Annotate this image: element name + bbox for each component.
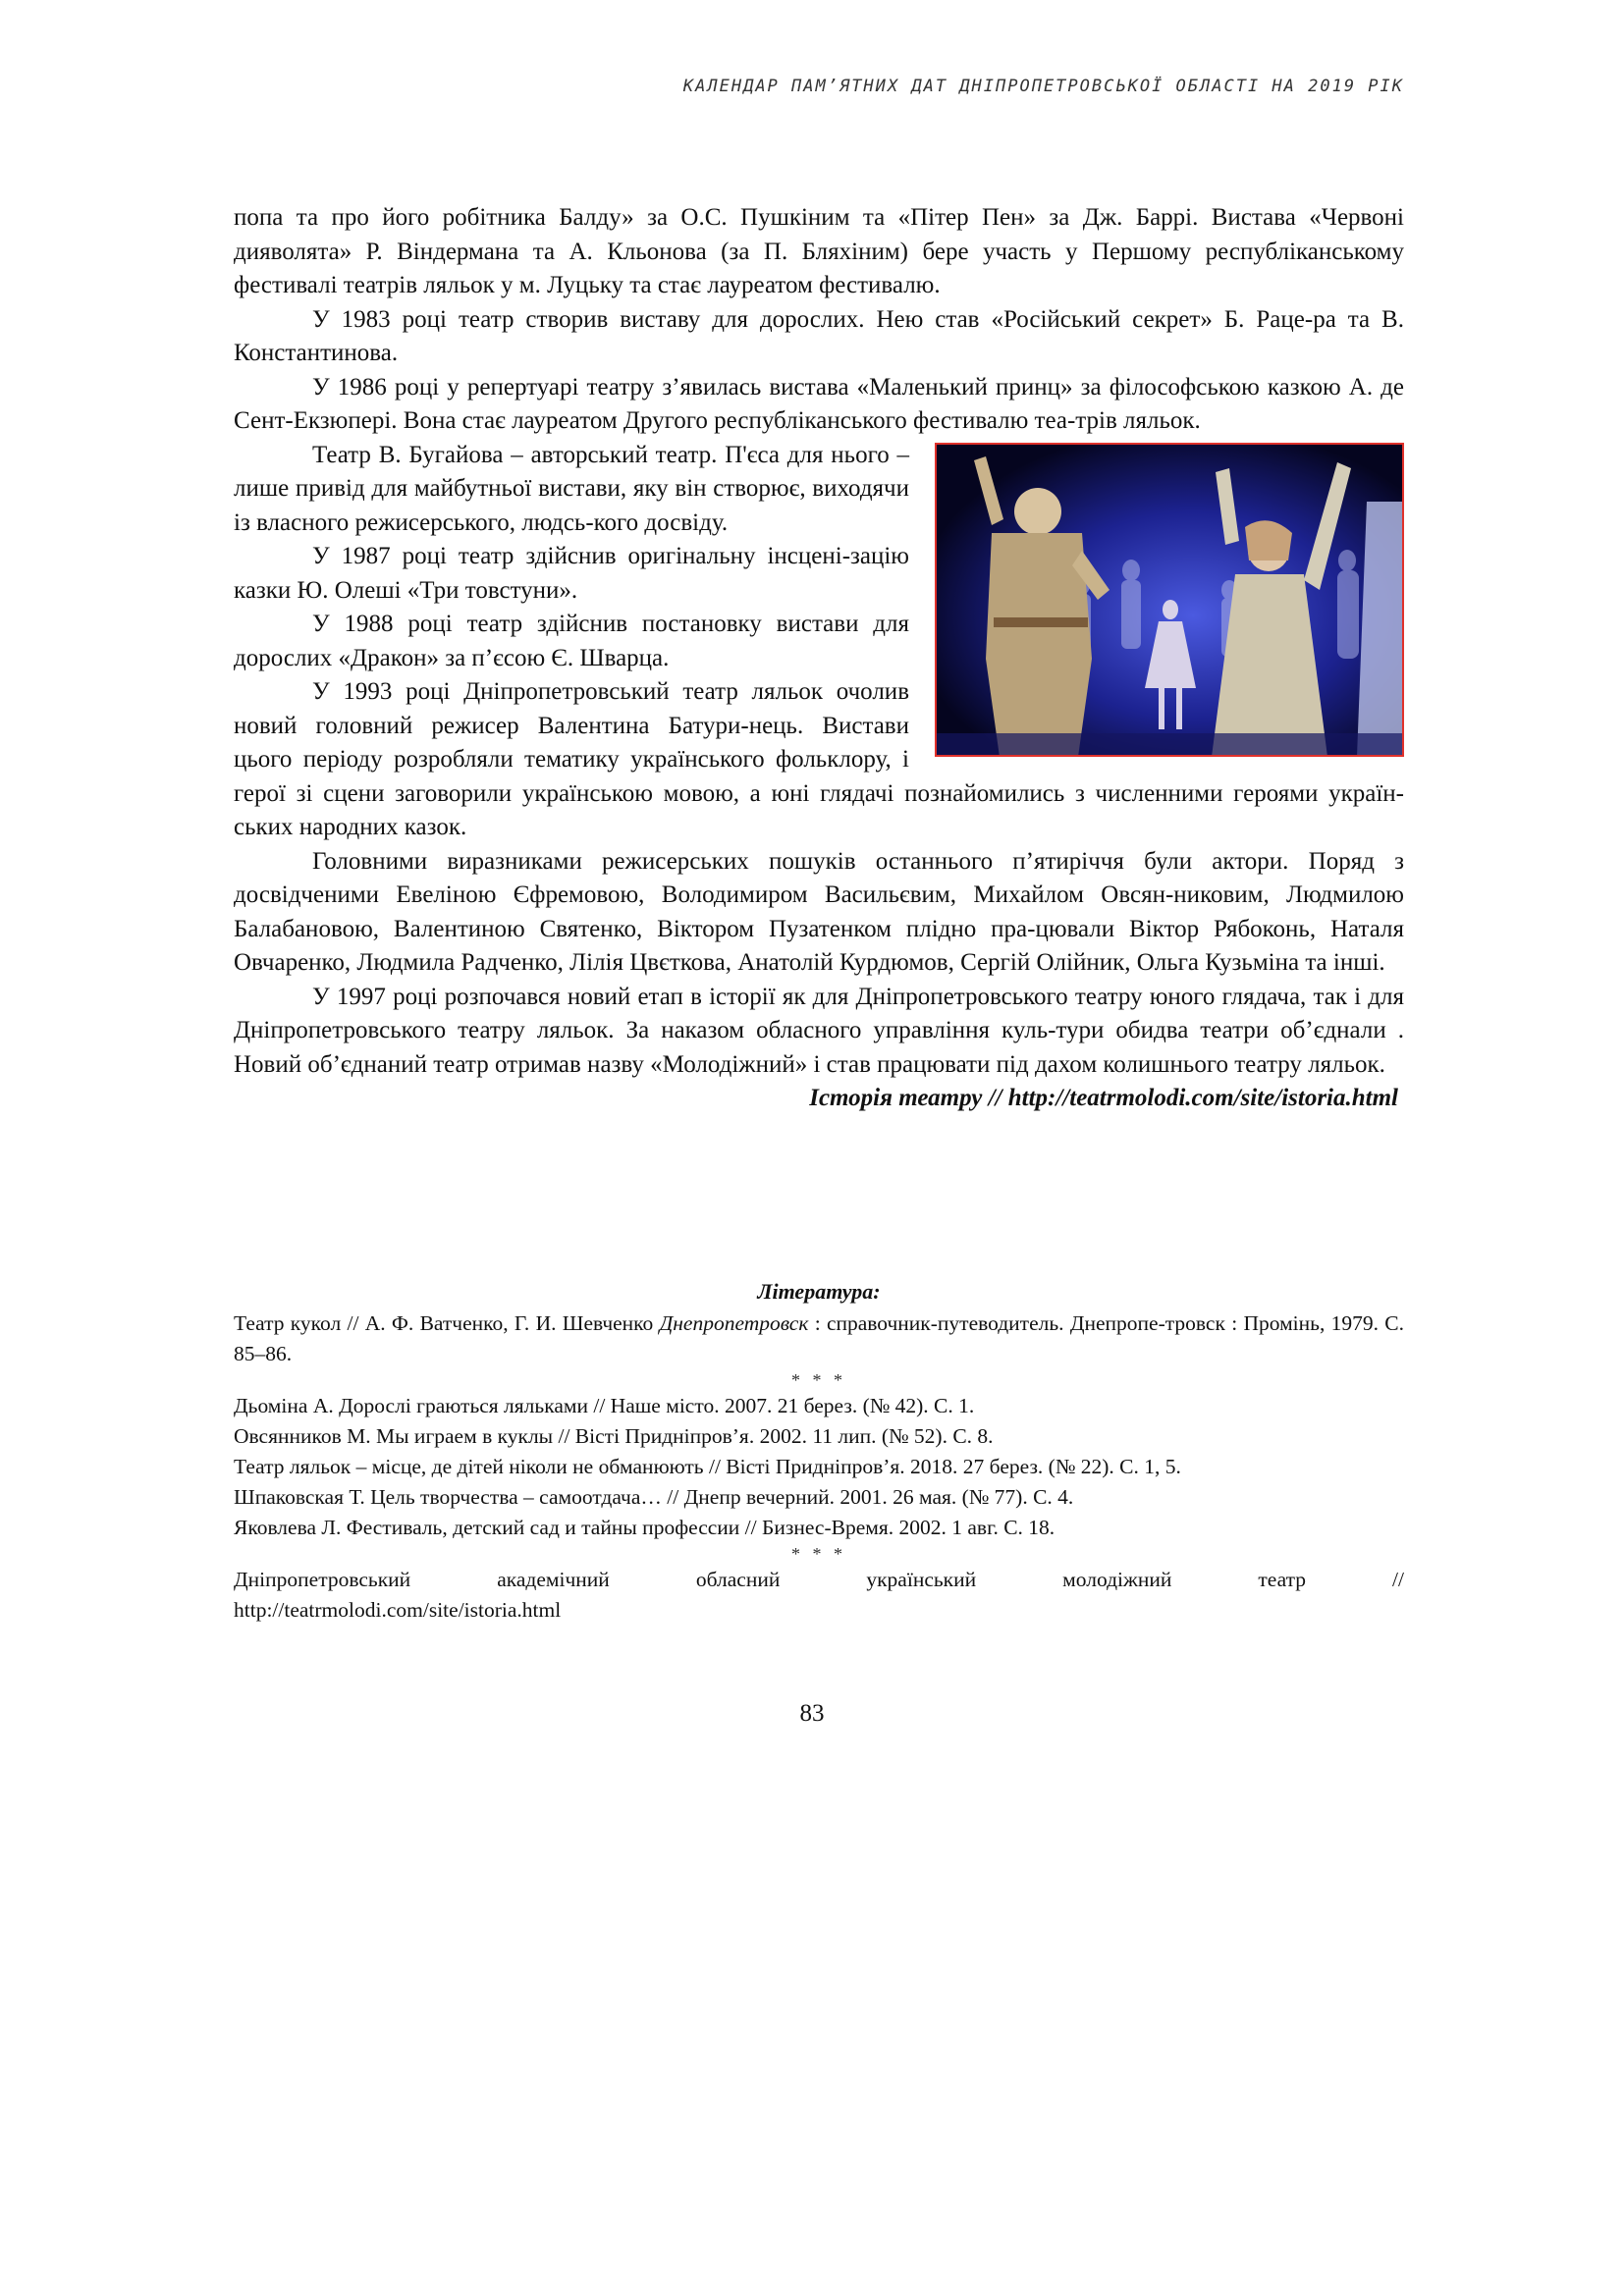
literature-item: Шпаковская Т. Цель творчества – самоотдача… // Днепр вечерний. 2001. 26 мая. (№ 77). С. 4. (234, 1485, 1074, 1509)
separator-2: * * * (791, 1544, 846, 1564)
running-header: КАЛЕНДАР ПАМ’ЯТНИХ ДАТ ДНІПРОПЕТРОВСЬКОЇ ОБЛАСТІ НА 2019 РІК (682, 77, 1404, 96)
literature-entry-1 (234, 1308, 1404, 1369)
paragraph-3: У 1986 році у репертуарі театру з’явилась вистава «Маленький принц» за філософською казкою А. де Сент-Екзюпері. Вона стає лауреатом Другого республіканського фестивалю теа-трів ляльок. (234, 373, 1404, 434)
paragraph-7: У 1993 році Дніпропетровський театр ляльок очолив новий головний режисер Валентина Батури-нець. Вистави цього періоду розробляли тематику українського фольклору, і герої зі сцени заговорили українською мовою, а юні глядачі познайомились з численними героями україн-ських народних казок. (234, 678, 1404, 840)
paragraph-8: Головними виразниками режисерських пошуків останнього п’ятиріччя були актори. Поряд з досвідченими Евеліною Єфремовою, Володимиром Васильєвим, Михайлом Овсян-никовим, Людмилою Балабановою, Валентиною Святенко, Віктором Пузатенком плідно пра-цювали Віктор Рябоконь, Наталя Овчаренко, Людмила Радченко, Лілія Цвєткова, Анатолій Курдюмов, Сергій Олійник, Ольга Кузьміна та інші. (234, 847, 1404, 976)
literature-section (234, 1276, 1404, 1626)
literature-entry-1-italic: Днепропетровск (659, 1311, 809, 1335)
paragraph-2: У 1983 році театр створив виставу для дорослих. Нею став «Російський секрет» Б. Раце-ра та В. Константинова. (234, 305, 1404, 366)
literature-item: Дьоміна А. Дорослі граються ляльками // Наше місто. 2007. 21 берез. (№ 42). С. 1. (234, 1394, 975, 1417)
web-source-line-2[interactable]: http://teatrmolodi.com/site/istoria.html (234, 1598, 562, 1622)
theatre-photo (935, 443, 1404, 757)
literature-item: Овсянников М. Мы играем в куклы // Вісті Придніпров’я. 2002. 11 лип. (№ 52). С. 8. (234, 1424, 994, 1448)
paragraph-6: У 1988 році театр здійснив постановку вистави для дорослих «Дракон» за п’єсою Є. Шварца. (234, 611, 909, 671)
literature-entry-1-start: Театр кукол // А. Ф. Ватченко, Г. И. Шевченко (234, 1311, 660, 1335)
literature-item: Театр ляльок – місце, де дітей ніколи не обманюють // Вісті Придніпров’я. 2018. 27 берез. (№ 22). С. 1, 5. (234, 1455, 1181, 1478)
separator-1: * * * (791, 1370, 846, 1390)
page-number: 83 (799, 1700, 825, 1727)
paragraph-4: Театр В. Бугайова – авторський театр. П'єса для нього – лише привід для майбутньої вистави, яку він створює, виходячи із власного режисерського, людсь-кого досвіду. (234, 441, 909, 536)
web-source-line-1: Дніпропетровський академічний обласний український молодіжний театр // (234, 1568, 1404, 1591)
paragraph-1: попа та про його робітника Балду» за О.С. Пушкіним та «Пітер Пен» за Дж. Баррі. Вистава «Червоні дияволята» Р. Віндермана та А. Кльонова (за П. Бляхіним) бере участь у Першому республіканському фестивалі театрів ляльок у м. Луцьку та стає лауреатом фестивалю. (234, 204, 1404, 298)
paragraph-9: У 1997 році розпочався новий етап в історії як для Дніпропетровського театру юного глядача, так і для Дніпропетровського театру ляльок. За наказом обласного управління куль-тури обидва театри об’єднали . Новий об’єднаний театр отримав назву «Молодіжний» і став працювати під дахом колишнього театру ляльок. (234, 983, 1404, 1078)
literature-item: Яковлева Л. Фестиваль, детский сад и тайны профессии // Бизнес-Время. 2002. 1 авг. С. 18. (234, 1516, 1056, 1539)
stage-scene-image (935, 443, 1404, 757)
literature-entry-1-end: : справочник-путеводитель. Днепропе-тровск : Промінь, 1979. С. 85–86. (234, 1311, 1404, 1365)
wrapped-section (234, 439, 1404, 845)
article-body (234, 201, 1404, 1116)
literature-heading: Література: (757, 1279, 881, 1304)
paragraph-5: У 1987 році театр здійснив оригінальну інсцені-зацію казки Ю. Олеші «Три товстуни». (234, 543, 909, 604)
source-citation: Історія театру // http://teatrmolodi.com/site/istoria.html (809, 1085, 1398, 1111)
